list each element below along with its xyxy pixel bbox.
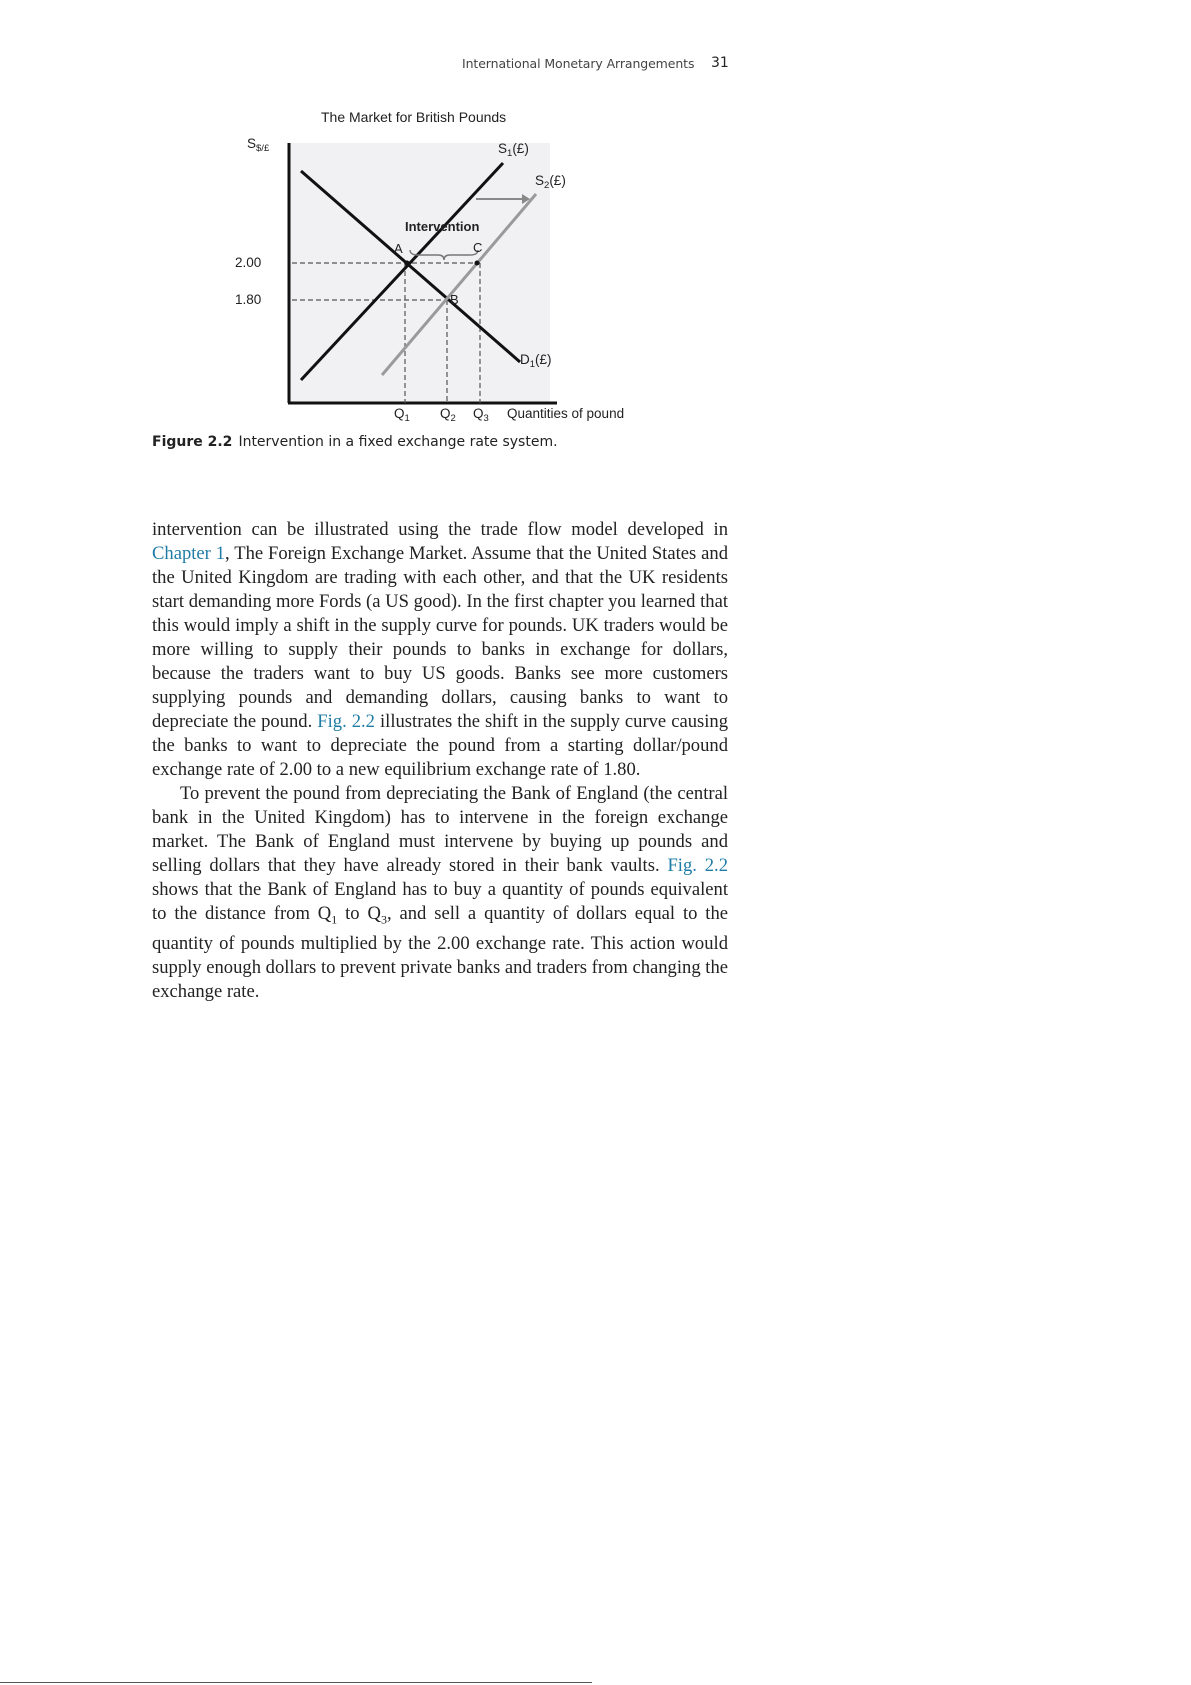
- caption-number: Figure 2.2: [152, 434, 233, 450]
- d1-label: $D_1(£)$: [520, 352, 552, 370]
- point-c: C: [473, 240, 483, 255]
- figure-title: The Market for British Pounds: [321, 109, 507, 125]
- supply-demand-figure: [230, 105, 650, 430]
- chapter-1-link[interactable]: Chapter 1: [152, 543, 226, 564]
- paragraph-1: intervention can be illustrated using the trade flow model developed in Chapter 1, The Foreign Exchange Market. Assume that the United States and the United Kingdom are trading with each other, and that the UK residents start demanding more Fords (a US good). In the first chapter you learned that this would imply a shift in the supply curve for pounds. UK traders would be more willing to supply their pounds to banks in exchange for dollars, because the traders want to buy US goods. Banks see more customers supplying pounds and demanding dollars, causing banks to want to depreciate the pound. Fig. 2.2 illustrates the shift in the supply curve causing the banks to want to depreciate the pound from a starting dollar/pound exchange rate of 2.00 to a new equilibrium exchange rate of 1.80.: [152, 519, 728, 780]
- x-axis-label: Quantities of pound: [507, 406, 625, 421]
- q1-tick: $Q_1$: [394, 406, 410, 424]
- point-a-marker: [405, 261, 410, 266]
- y-axis-label: $S_{\$/£}$: [247, 136, 270, 154]
- running-title: International Monetary Arrangements: [462, 56, 695, 71]
- body-text: [152, 518, 728, 1004]
- figure-2-2-link[interactable]: Fig. 2.2: [667, 855, 728, 876]
- figure-2-2-link[interactable]: Fig. 2.2: [317, 711, 375, 732]
- q3-tick: $Q_3$: [473, 406, 489, 424]
- intervention-label: Intervention: [405, 219, 480, 234]
- q2-tick: $Q_2$: [440, 406, 456, 424]
- bottom-rule: [0, 1682, 592, 1683]
- caption-text: Intervention in a fixed exchange rate system.: [238, 434, 558, 450]
- s1-label: $S_1(£)$: [498, 141, 529, 159]
- price-tick-low: 1.80: [235, 292, 262, 307]
- page-number: 31: [711, 55, 729, 71]
- figure-caption: [152, 434, 558, 450]
- paragraph-2: To prevent the pound from depreciating the Bank of England (the central bank in the United Kingdom) has to intervene in the foreign exchange market. The Bank of England must intervene by buying up pounds and selling dollars that they have already stored in their bank vaults. Fig. 2.2 shows that the Bank of England has to buy a quantity of pounds equivalent to the distance from $Q_1$ to $Q_3$, and sell a quantity of dollars equal to the quantity of pounds multiplied by the 2.00 exchange rate. This action would supply enough dollars to prevent private banks and traders from changing the exchange rate.: [152, 783, 729, 1002]
- point-a: A: [394, 241, 403, 256]
- point-c-marker: [475, 261, 480, 266]
- s2-label: $S_2(£)$: [535, 173, 566, 191]
- point-b: B: [450, 292, 459, 307]
- price-tick-high: 2.00: [235, 255, 262, 270]
